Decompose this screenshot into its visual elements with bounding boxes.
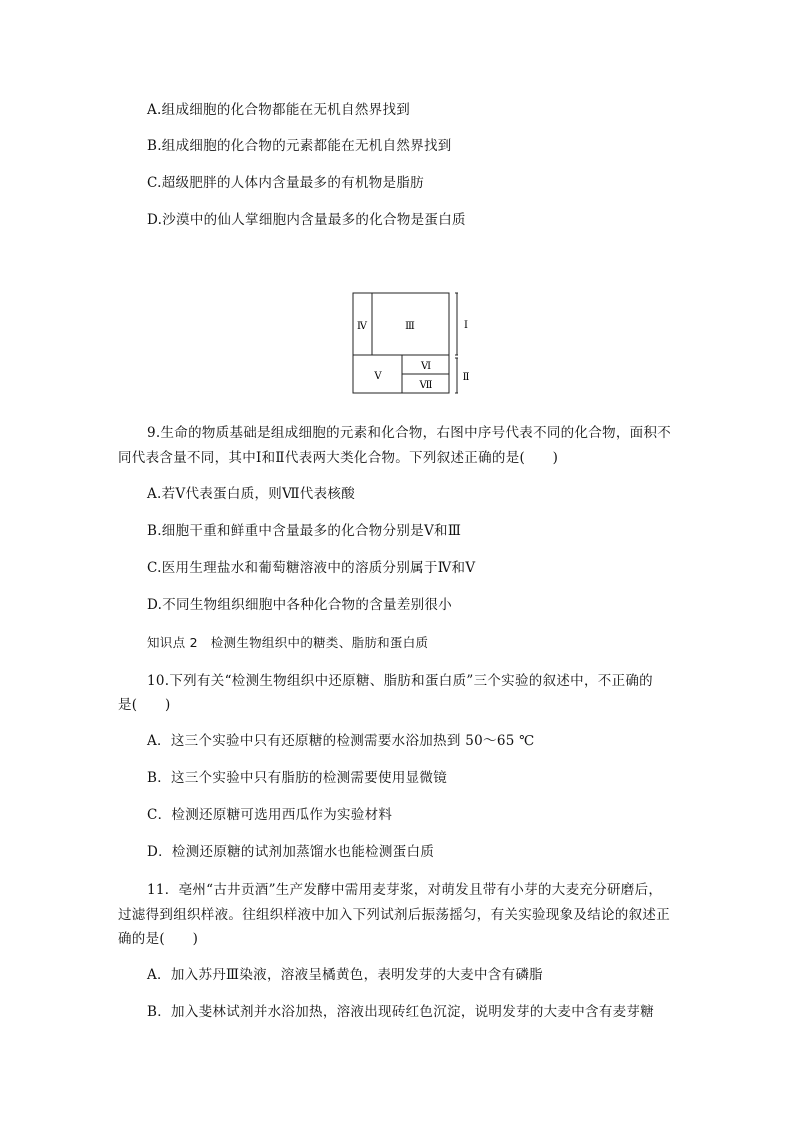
q9-stem-line2: 同代表含量不同，其中Ⅰ和Ⅱ代表两大类化合物。下列叙述正确的是( ): [118, 450, 559, 466]
q9-option-b: B.细胞干重和鲜重中含量最多的化合物分别是Ⅴ和Ⅲ: [147, 523, 462, 539]
knowledge-point-heading: 知识点 2 检测生物组织中的糖类、脂肪和蛋白质: [147, 635, 429, 650]
q11-stem-line3: 确的是( ): [118, 931, 199, 947]
label-vii: Ⅶ: [419, 380, 433, 391]
label-iii: Ⅲ: [405, 321, 415, 332]
q11-option-a: A．加入苏丹Ⅲ染液，溶液呈橘黄色，表明发芽的大麦中含有磷脂: [147, 967, 543, 983]
q10-option-a: A．这三个实验中只有还原糖的检测需要水浴加热到 50～65 ℃: [147, 733, 535, 749]
compound-area-diagram: [352, 292, 476, 394]
q10-stem-line1: 10.下列有关“检测生物组织中还原糖、脂肪和蛋白质”三个实验的叙述中，不正确的: [147, 673, 653, 689]
q11-option-b: B．加入斐林试剂并水浴加热，溶液出现砖红色沉淀，说明发芽的大麦中含有麦芽糖: [147, 1004, 655, 1020]
q9-option-c: C.医用生理盐水和葡萄糖溶液中的溶质分别属于Ⅳ和Ⅴ: [147, 560, 476, 576]
label-vi: Ⅵ: [420, 361, 432, 372]
q10-option-b: B．这三个实验中只有脂肪的检测需要使用显微镜: [147, 770, 448, 786]
q8-option-b: B.组成细胞的化合物的元素都能在无机自然界找到: [147, 138, 452, 154]
q8-option-d: D.沙漠中的仙人掌细胞内含量最多的化合物是蛋白质: [147, 212, 466, 228]
q11-stem-line1: 11．亳州“古井贡酒”生产发酵中需用麦芽浆，对萌发且带有小芽的大麦充分研磨后，: [147, 882, 663, 898]
q9-option-a: A.若Ⅴ代表蛋白质，则Ⅶ代表核酸: [147, 486, 356, 502]
q8-option-c: C.超级肥胖的人体内含量最多的有机物是脂肪: [147, 175, 424, 191]
q8-option-a: A.组成细胞的化合物都能在无机自然界找到: [147, 102, 411, 118]
q10-option-d: D．检测还原糖的试剂加蒸馏水也能检测蛋白质: [147, 844, 435, 860]
q10-stem-line2: 是( ): [118, 697, 171, 713]
label-ii: Ⅱ: [462, 372, 470, 383]
label-v: Ⅴ: [374, 371, 382, 382]
q9-option-d: D.不同生物组织细胞中各种化合物的含量差别很小: [147, 597, 453, 613]
q9-stem-line1: 9.生命的物质基础是组成细胞的元素和化合物，右图中序号代表不同的化合物，面积不: [147, 425, 672, 441]
q10-option-c: C．检测还原糖可选用西瓜作为实验材料: [147, 807, 393, 823]
q11-stem-line2: 过滤得到组织样液。往组织样液中加入下列试剂后振荡摇匀，有关实验现象及结论的叙述正: [118, 907, 670, 923]
label-i: Ⅰ: [464, 320, 468, 331]
label-iv: Ⅳ: [357, 321, 367, 332]
